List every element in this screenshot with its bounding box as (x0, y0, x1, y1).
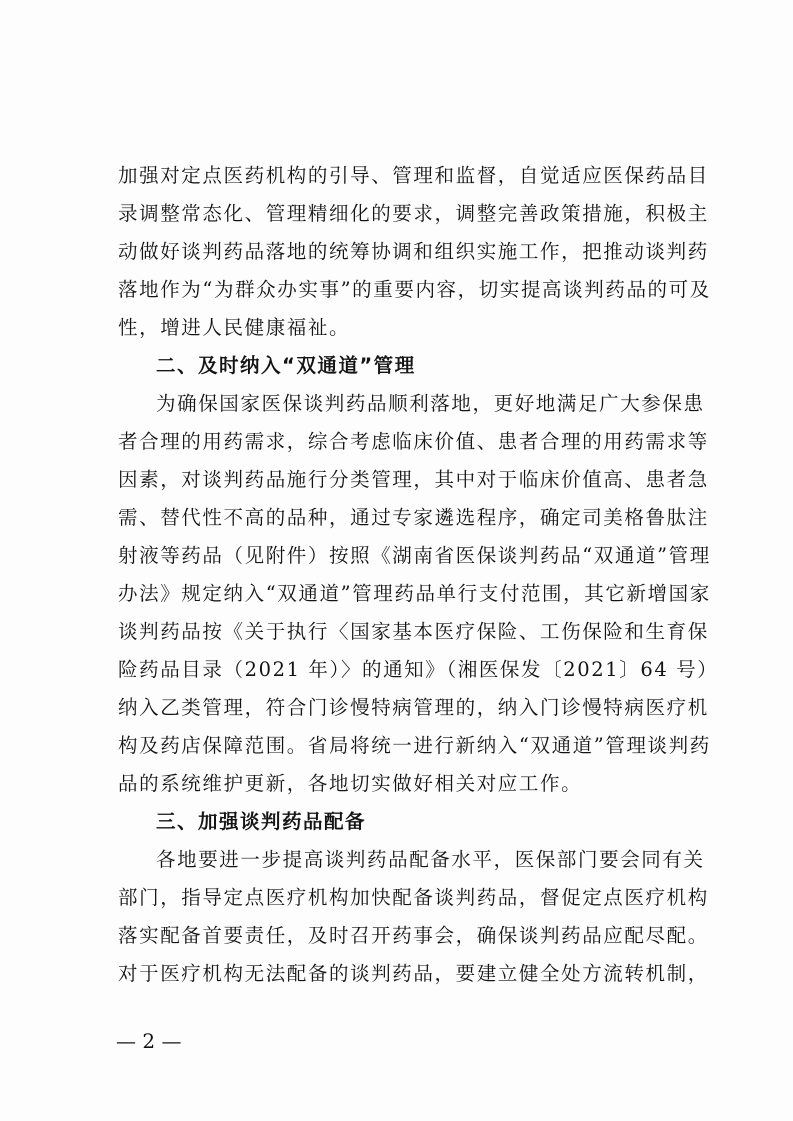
body-line: 落实配备首要责任，及时召开药事会，确保谈判药品应配尽配。 (118, 924, 709, 947)
body-line: 需、替代性不高的品种，通过专家遴选程序，确定司美格鲁肽注 (118, 506, 709, 529)
body-line: 动做好谈判药品落地的统筹协调和组织实施工作，把推动谈判药 (118, 240, 709, 263)
body-line: 品的系统维护更新，各地切实做好相关对应工作。 (118, 772, 583, 795)
body-line: 对于医疗机构无法配备的谈判药品，要建立健全处方流转机制， (118, 962, 709, 985)
section-heading: 三、加强谈判药品配备 (156, 810, 367, 833)
body-line: 纳入乙类管理，符合门诊慢特病管理的，纳入门诊慢特病医疗机 (118, 696, 709, 719)
body-line: 加强对定点医药机构的引导、管理和监督，自觉适应医保药品目 (118, 164, 709, 187)
body-line: 者合理的用药需求，综合考虑临床价值、患者合理的用药需求等 (118, 430, 709, 453)
body-line: 因素，对谈判药品施行分类管理，其中对于临床价值高、患者急 (118, 468, 709, 491)
page-number: — 2 — (116, 1029, 182, 1053)
body-line: 录调整常态化、管理精细化的要求，调整完善政策措施，积极主 (118, 202, 709, 225)
body-line: 为确保国家医保谈判药品顺利落地，更好地满足广大参保患 (156, 392, 705, 415)
body-line: 各地要进一步提高谈判药品配备水平，医保部门要会同有关 (156, 848, 705, 871)
body-line: 谈判药品按《关于执行〈国家基本医疗保险、工伤保险和生育保 (118, 620, 709, 643)
body-line: 落地作为“为群众办实事”的重要内容，切实提高谈判药品的可及 (118, 278, 711, 301)
body-line: 办法》规定纳入“双通道”管理药品单行支付范围，其它新增国家 (118, 582, 711, 605)
body-line: 构及药店保障范围。省局将统一进行新纳入“双通道”管理谈判药 (118, 734, 711, 757)
section-heading: 二、及时纳入“双通道”管理 (156, 354, 416, 377)
body-line: 射液等药品（见附件）按照《湖南省医保谈判药品“双通道”管理 (118, 544, 711, 567)
body-line: 部门，指导定点医疗机构加快配备谈判药品，督促定点医疗机构 (118, 886, 709, 909)
body-line: 性，增进人民健康福祉。 (118, 316, 351, 339)
body-line: 险药品目录（2021 年）〉的通知》（湘医保发〔2021〕64 号） (118, 658, 719, 681)
